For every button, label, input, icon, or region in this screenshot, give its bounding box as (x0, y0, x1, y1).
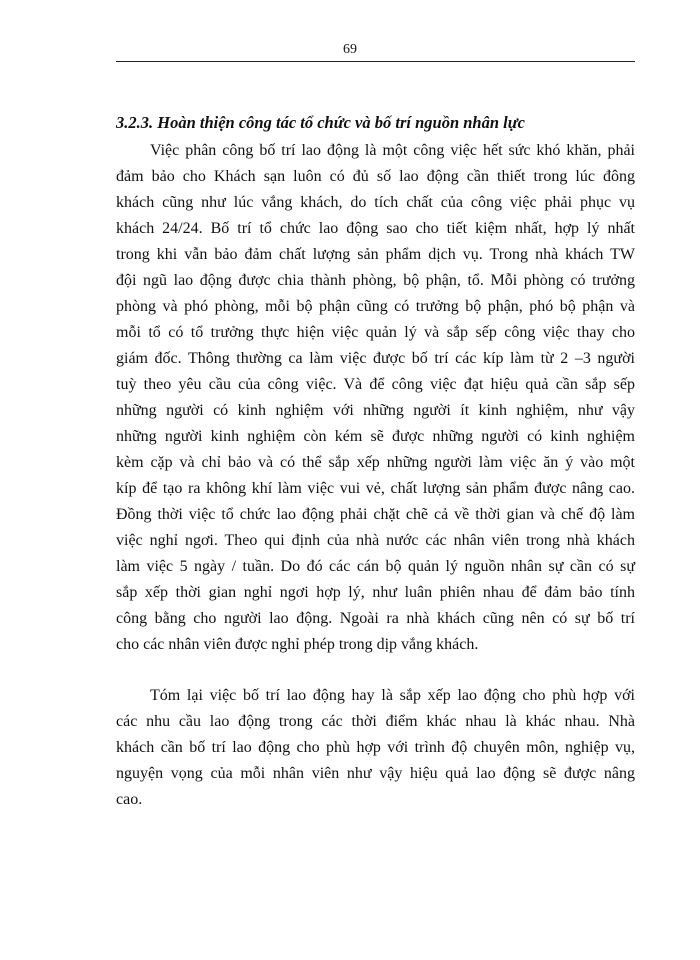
paragraph-line: đội ngũ lao động được chia thành phòng, bộ phận, tổ. Mỗi phòng có trưởng (116, 272, 635, 289)
paragraph-line: công bằng cho người lao động. Ngoài ra nhà khách cũng nên có sự bố trí (116, 610, 635, 627)
paragraph-line: phòng và phó phòng, mỗi bộ phận cũng có trưởng bộ phận, phó bộ phận và (116, 298, 635, 315)
paragraph-line: những người có kinh nghiệm với những người ít kinh nghiệm, như vậy (116, 402, 635, 419)
paragraph-line: cao. (116, 791, 143, 808)
paragraph-line: Việc phân công bố trí lao động là một công việc hết sức khó khăn, phải (150, 142, 635, 159)
paragraph-line: khách cũng như lúc vắng khách, do tích chất của công việc phải phục vụ (116, 194, 635, 211)
paragraph-line: các nhu cầu lao động trong các thời điểm khác nhau là khác nhau. Nhà (116, 713, 635, 730)
paragraph-line: mỗi tổ có tổ trưởng thực hiện việc quản lý và sắp sếp công việc thay cho (116, 324, 635, 341)
paragraph-2 (116, 683, 635, 813)
paragraph-line: Tóm lại việc bố trí lao động hay là sắp xếp lao động cho phù hợp với (150, 687, 635, 704)
paragraph-line: việc nghỉ ngơi. Theo qui định của nhà nước các nhân viên trong nhà khách (116, 532, 635, 549)
paragraph-line: tuỳ theo yêu cầu của công việc. Và để công việc đạt hiệu quả cần sắp sếp (116, 376, 635, 393)
paragraph-1 (116, 138, 635, 658)
paragraph-line: khách cần bố trí lao động cho phù hợp với trình độ chuyên môn, nghiệp vụ, (116, 739, 635, 756)
paragraph-line: làm việc 5 ngày / tuần. Do đó các cán bộ quản lý nguồn nhân sự cần có sự (116, 558, 635, 575)
paragraph-line: khách 24/24. Bố trí tổ chức lao động sao cho tiết kiệm nhất, hợp lý nhất (116, 220, 635, 237)
paragraph-line: nguyện vọng của mỗi nhân viên như vậy hiệu quả lao động sẽ được nâng (116, 765, 635, 782)
paragraph-line: Đồng thời việc tổ chức lao động phải chặt chẽ cả về thời gian và chế độ làm (116, 506, 635, 523)
paragraph-line: kíp để tạo ra không khí làm việc vui vẻ, chất lượng sản phẩm được nâng cao. (116, 480, 635, 497)
paragraph-line: kèm cặp và chỉ bảo và có thể sắp xếp những người làm việc ăn ý vào một (116, 454, 635, 471)
paragraph-line: giám đốc. Thông thường ca làm việc được bố trí các kíp làm từ 2 –3 người (116, 350, 635, 367)
page-number: 69 (343, 42, 357, 57)
paragraph-line: cho các nhân viên được nghỉ phép trong dịp vắng khách. (116, 636, 479, 653)
section-heading: 3.2.3. Hoàn thiện công tác tổ chức và bố trí nguồn nhân lực (116, 113, 525, 132)
header-rule (116, 61, 635, 62)
paragraph-line: trong khi vẫn bảo đảm chất lượng sản phẩm dịch vụ. Trong nhà khách TW (116, 246, 635, 263)
paragraph-line: những người kinh nghiệm còn kém sẽ được những người có kinh nghiệm (116, 428, 635, 445)
paragraph-line: sắp xếp thời gian nghỉ ngơi hợp lý, như luân phiên nhau để đảm bảo tính (116, 584, 635, 601)
paragraph-line: đảm bảo cho Khách sạn luôn có đủ số lao động cần thiết trong lúc đông (116, 168, 635, 185)
